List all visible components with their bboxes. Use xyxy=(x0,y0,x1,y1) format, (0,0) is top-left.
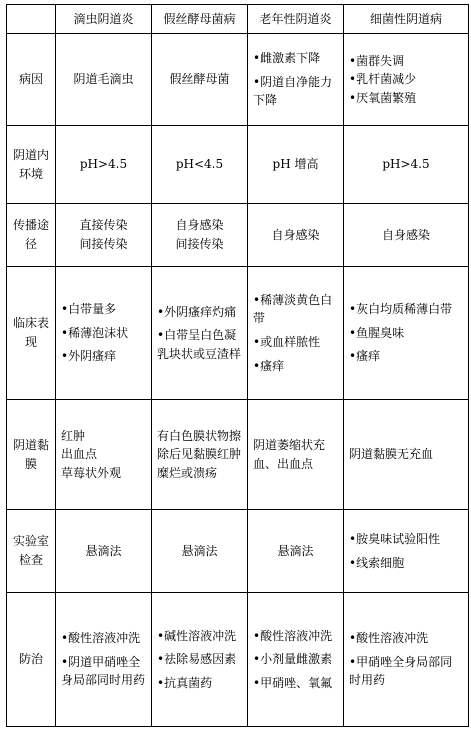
header-row xyxy=(7,5,469,34)
cell-line: 有白色膜状物擦除后见黏膜红肿糜烂或溃疡 xyxy=(157,428,242,480)
cell-line: 间接传染 xyxy=(175,237,224,251)
cell-line: 出血点 xyxy=(61,447,98,462)
table-cell xyxy=(152,510,248,593)
cell-line: •瘙痒 xyxy=(253,358,285,373)
cell-line: 间接传染 xyxy=(79,237,128,251)
table-cell: pH 增高 xyxy=(248,126,344,204)
table-cell xyxy=(248,34,344,126)
cell-line: •线索细胞 xyxy=(349,555,405,570)
table-cell xyxy=(248,267,344,400)
cell-line: 悬滴法 xyxy=(85,543,122,558)
comparison-table xyxy=(6,4,469,727)
table-cell xyxy=(248,593,344,727)
row-label: 阴道内环境 xyxy=(7,126,56,204)
table-cell xyxy=(152,593,248,727)
table-row xyxy=(7,34,469,126)
row-label: 阴道黏膜 xyxy=(7,400,56,510)
table-cell: pH<4.5 xyxy=(152,126,248,204)
table-cell xyxy=(152,34,248,126)
cell-line: •白带呈白色凝乳块状或豆渣样 xyxy=(157,328,242,361)
cell-line: •甲硝唑全身局部同时用药 xyxy=(349,654,453,688)
cell-line: •酸性溶液冲洗 xyxy=(349,631,429,646)
header-cell-empty xyxy=(7,5,56,34)
table-cell xyxy=(152,204,248,267)
table-cell xyxy=(56,204,152,267)
cell-line: 自身感染 xyxy=(175,218,224,233)
header-cell-bacterial: 细菌性阴道病 xyxy=(344,5,469,34)
header-cell-candida: 假丝酵母菌病 xyxy=(152,5,248,34)
row-label: 实验室检查 xyxy=(7,510,56,593)
table-cell xyxy=(152,267,248,400)
row-label: 病因 xyxy=(7,34,56,126)
table-cell xyxy=(152,400,248,510)
table-cell xyxy=(344,204,469,267)
cell-line: •灰白均质稀薄白带 xyxy=(349,302,453,317)
table-cell xyxy=(344,400,469,510)
table-cell xyxy=(56,34,152,126)
cell-line: •白带量多 xyxy=(61,302,117,317)
cell-line: 红肿 xyxy=(61,428,86,443)
header-cell-trichomonas: 滴虫阴道炎 xyxy=(56,5,152,34)
table-row xyxy=(7,510,469,593)
cell-line: 自身感染 xyxy=(271,227,320,242)
cell-line: •瘙痒 xyxy=(349,349,381,364)
cell-line: •祛除易感因素 xyxy=(157,652,237,667)
table-cell xyxy=(56,267,152,400)
cell-line: •乳杆菌减少 xyxy=(349,72,417,87)
table-cell xyxy=(344,593,469,727)
cell-line: 自身感染 xyxy=(381,227,430,242)
cell-line: •稀薄淡黄色白带 xyxy=(253,292,333,326)
cell-line: •雌激素下降 xyxy=(253,51,321,66)
cell-line: 假丝酵母菌 xyxy=(169,72,230,87)
table-cell xyxy=(344,267,469,400)
table-cell xyxy=(56,510,152,593)
cell-line: •外阴瘙痒灼痛 xyxy=(157,304,237,319)
table-cell xyxy=(248,510,344,593)
table-row xyxy=(7,400,469,510)
table-cell xyxy=(56,400,152,510)
table-row xyxy=(7,593,469,727)
cell-line: •或血样脓性 xyxy=(253,335,321,349)
cell-line: •菌群失调 xyxy=(349,53,405,68)
cell-line: •抗真菌药 xyxy=(157,675,213,690)
table-cell xyxy=(248,400,344,510)
table-row xyxy=(7,204,469,267)
row-label: 防治 xyxy=(7,593,56,727)
table-cell xyxy=(344,510,469,593)
table-cell xyxy=(56,593,152,727)
cell-line: •鱼腥臭味 xyxy=(349,325,405,340)
table-row xyxy=(7,126,469,204)
cell-line: •甲硝唑、氧氟 xyxy=(253,675,333,690)
header-cell-senile: 老年性阴道炎 xyxy=(248,5,344,34)
cell-line: •外阴瘙痒 xyxy=(61,349,117,364)
cell-line: 悬滴法 xyxy=(181,543,218,558)
row-label: 临床表现 xyxy=(7,267,56,400)
cell-line: 直接传染 xyxy=(79,218,128,233)
table-cell xyxy=(344,34,469,126)
cell-line: •阴道自净能力下降 xyxy=(253,74,333,108)
cell-line: •小剂量雌激素 xyxy=(253,652,333,667)
cell-line: •阴道甲硝唑全身局部同时用药 xyxy=(61,654,146,688)
cell-line: •酸性溶液冲洗 xyxy=(61,631,141,646)
cell-line: •稀薄泡沫状 xyxy=(61,325,129,340)
row-label: 传播途径 xyxy=(7,204,56,267)
table-cell: pH>4.5 xyxy=(344,126,469,204)
cell-line: 阴道毛滴虫 xyxy=(73,72,134,87)
table-cell xyxy=(248,204,344,267)
cell-line: •厌氧菌繁殖 xyxy=(349,90,417,105)
table-row xyxy=(7,267,469,400)
cell-line: •酸性溶液冲洗 xyxy=(253,628,333,643)
cell-line: 阴道黏膜无充血 xyxy=(349,447,434,462)
cell-line: 草莓状外观 xyxy=(61,465,122,480)
cell-line: 悬滴法 xyxy=(277,543,314,558)
table-cell: pH>4.5 xyxy=(56,126,152,204)
cell-line: 阴道萎缩状充血、出血点 xyxy=(253,437,326,471)
cell-line: •碱性溶液冲洗 xyxy=(157,628,237,643)
cell-line: •胺臭味试验阳性 xyxy=(349,531,441,546)
